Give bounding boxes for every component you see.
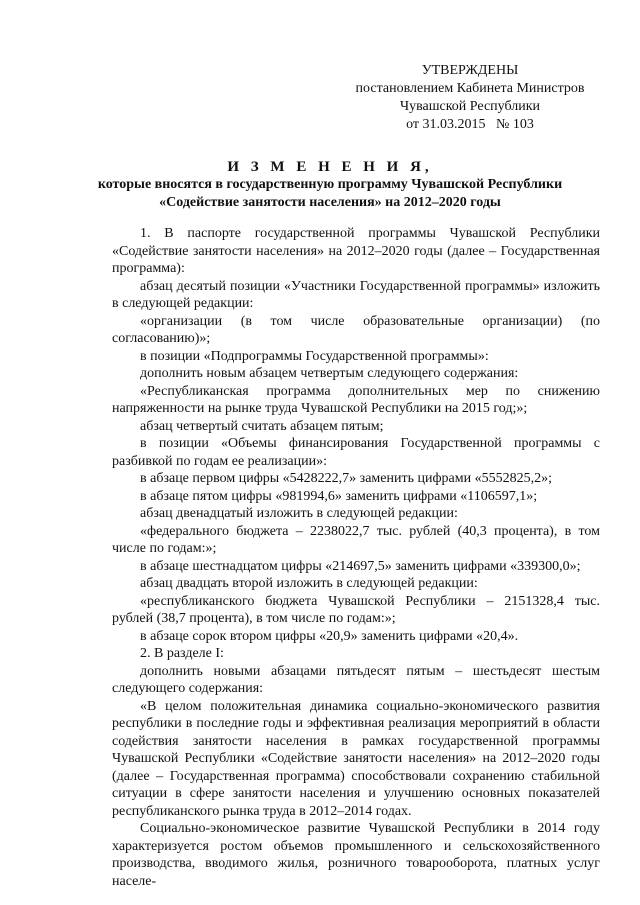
paragraph: в абзаце сорок втором цифры «20,9» заменить цифрами «20,4».	[140, 628, 519, 644]
approval-decree: постановлением Кабинета Министров	[355, 81, 585, 96]
heading-title: И З М Е Н Е Н И Я,	[227, 159, 433, 175]
paragraph: абзац четвертый считать абзацем пятым;	[140, 418, 384, 434]
approval-date-number: от 31.03.2015 № 103	[406, 117, 534, 132]
paragraph: абзац двенадцатый изложить в следующей редакции:	[140, 506, 458, 521]
paragraph: в позиции «Подпрограммы Государственной программы»:	[140, 348, 489, 364]
paragraph: дополнить новыми абзацами пятьдесят пятым – шестьдесят шестым следующего содержания:	[112, 663, 600, 696]
paragraph: «Республиканская программа дополнительных мер по снижению напряженности на рынке труда Чувашской Республики на 2015 год;»;	[112, 383, 600, 416]
document-heading	[60, 158, 600, 212]
approval-stamp	[330, 62, 610, 134]
heading-subtitle-line2: «Содействие занятости населения» на 2012–2020 годы	[159, 195, 501, 210]
paragraph: «организации (в том числе образовательные организации) (по согласованию)»;	[112, 313, 600, 346]
paragraph: Социально-экономическое развитие Чувашской Республики в 2014 году характеризуется ростом объемов промышленного и сельскохозяйственного производства, вводимого жилья, розничного товарооборота, платных услуг населе-	[112, 821, 600, 889]
approval-republic: Чувашской Республики	[399, 99, 541, 114]
paragraph: «В целом положительная динамика социально-экономического развития республики в последние годы и эффективная реализация мероприятий в области содействия занятости населения в рамках государственной программы Чувашской Республики «Содействие занятости населения» на 2012–2020 годы (далее – Государственная программа) способствовали сохранению стабильной ситуации в сфере занятости населения и улучшению основных показателей республиканского рынка труда в 2012–2014 годах.	[112, 698, 600, 819]
paragraph: в позиции «Объемы финансирования Государственной программы с разбивкой по годам ее реализации»:	[112, 436, 600, 469]
paragraph: в абзаце шестнадцатом цифры «214697,5» заменить цифрами «339300,0»;	[140, 558, 581, 574]
paragraph: абзац десятый позиции «Участники Государственной программы» изложить в следующей редакции:	[112, 278, 600, 311]
approval-title: УТВЕРЖДЕНЫ	[421, 63, 519, 78]
paragraph: 1. В паспорте государственной программы Чувашской Республики «Содействие занятости населения» на 2012–2020 годы (далее – Государственная программа):	[112, 226, 600, 276]
paragraph: абзац двадцать второй изложить в следующей редакции:	[140, 576, 478, 591]
paragraph: «республиканского бюджета Чувашской Республики – 2151328,4 тыс. рублей (38,7 процента), в том числе по годам:»;	[112, 593, 600, 626]
heading-subtitle-line1: которые вносятся в государственную программу Чувашской Республики	[97, 177, 563, 192]
paragraph: в абзаце первом цифры «5428222,7» заменить цифрами «5552825,2»;	[140, 471, 552, 486]
paragraph: 2. В разделе I:	[140, 646, 224, 661]
paragraph: «федерального бюджета – 2238022,7 тыс. рублей (40,3 процента), в том числе по годам:»;	[112, 523, 600, 556]
paragraph: дополнить новым абзацем четвертым следующего содержания:	[140, 366, 519, 381]
document-body	[112, 225, 600, 890]
paragraph: в абзаце пятом цифры «981994,6» заменить цифрами «1106597,1»;	[140, 488, 538, 504]
